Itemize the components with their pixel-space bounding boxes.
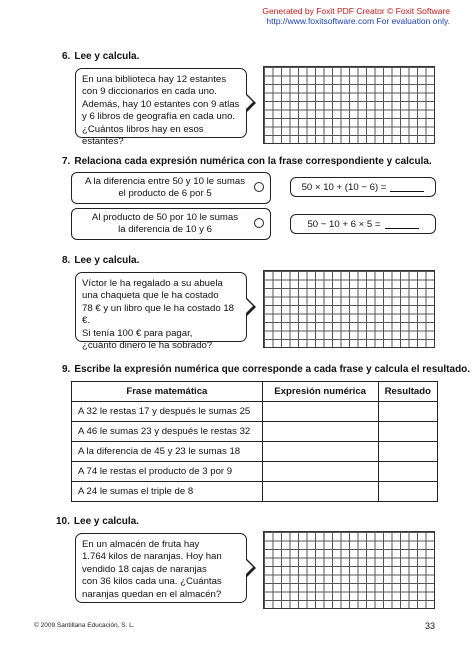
phrase-cell: A 46 le sumas 23 y después le restas 32 xyxy=(72,422,263,442)
table-row xyxy=(72,442,438,462)
expression-cell[interactable] xyxy=(262,402,378,422)
match-dot[interactable] xyxy=(254,182,264,192)
exercise-6-heading xyxy=(62,51,139,62)
problem-line: una chaqueta que le ha costado xyxy=(82,290,219,302)
table-row xyxy=(72,422,438,442)
copyright: © 2009 Santillana Educación, S. L. xyxy=(34,622,135,629)
exercise-9-heading xyxy=(62,364,470,375)
exercise-number: 7. xyxy=(62,156,71,167)
watermark-line2: http://www.foxitsoftware.com For evaluation only. xyxy=(266,16,450,26)
expression-text: 50 × 10 + (10 − 6) = xyxy=(301,181,387,193)
match-dot[interactable] xyxy=(254,218,264,228)
callout-arrow-fill xyxy=(246,95,253,109)
exercise-8-heading xyxy=(62,255,139,266)
answer-blank[interactable] xyxy=(390,182,424,192)
problem-line: ¿cuánto dinero le ha sobrado? xyxy=(82,340,213,352)
answer-blank[interactable] xyxy=(385,219,419,229)
column-header: Resultado xyxy=(378,382,437,402)
exercise-7-phrase-2 xyxy=(71,208,271,240)
problem-line: Además, hay 10 estantes con 9 atlas xyxy=(82,98,240,110)
exercise-10-heading xyxy=(56,516,139,527)
exercise-title: Lee y calcula. xyxy=(73,516,139,527)
problem-line: 1.764 kilos de naranjas. Hoy han xyxy=(82,551,222,563)
phrase-cell: A 24 le sumas el triple de 8 xyxy=(72,482,263,502)
column-header: Frase matemática xyxy=(72,382,263,402)
exercise-title: Escribe la expresión numérica que corresponde a cada frase y calcula el resultado. xyxy=(74,364,471,375)
exercise-10-answer-grid[interactable] xyxy=(263,531,435,609)
exercise-7-heading xyxy=(62,156,432,167)
result-cell[interactable] xyxy=(378,402,437,422)
problem-line: En una biblioteca hay 12 estantes xyxy=(82,74,227,85)
exercise-10-problem-box xyxy=(75,533,247,603)
problem-line: vendido 18 cajas de naranjas xyxy=(82,563,207,575)
watermark-line1: Generated by Foxit PDF Creator © Foxit Software xyxy=(262,6,450,16)
phrase-cell: A 32 le restas 17 y después le sumas 25 xyxy=(72,402,263,422)
result-cell[interactable] xyxy=(378,422,437,442)
exercise-number: 8. xyxy=(62,255,71,266)
phrase-line: Al producto de 50 por 10 le sumas xyxy=(91,212,239,223)
exercise-number: 6. xyxy=(62,51,71,62)
phrase-line: el producto de 6 por 5 xyxy=(118,187,212,199)
exercise-6-problem-box xyxy=(75,68,247,148)
exercise-title: Lee y calcula. xyxy=(74,255,140,266)
exercise-9-table xyxy=(71,381,438,502)
callout-arrow-fill xyxy=(246,560,253,574)
phrase-line: A la diferencia entre 50 y 10 le sumas xyxy=(85,176,245,187)
table-row xyxy=(72,402,438,422)
expression-cell[interactable] xyxy=(262,422,378,442)
exercise-7-expression-1[interactable] xyxy=(290,177,436,197)
phrase-cell: A 74 le restas el producto de 3 por 9 xyxy=(72,462,263,482)
problem-line: En un almacén de fruta hay xyxy=(82,539,200,550)
problem-line: con 9 diccionarios en cada uno. xyxy=(82,86,217,98)
result-cell[interactable] xyxy=(378,482,437,502)
phrase-cell: A la diferencia de 45 y 23 le sumas 18 xyxy=(72,442,263,462)
exercise-number: 10. xyxy=(56,516,70,527)
callout-arrow-fill xyxy=(246,299,253,313)
table-header-row xyxy=(72,382,438,402)
page-number: 33 xyxy=(425,621,436,631)
exercise-7-phrase-1 xyxy=(71,172,271,204)
exercise-number: 9. xyxy=(62,364,71,375)
exercise-title: Lee y calcula. xyxy=(74,51,140,62)
exercise-7-expression-2[interactable] xyxy=(290,214,436,234)
result-cell[interactable] xyxy=(378,442,437,462)
expression-cell[interactable] xyxy=(262,482,378,502)
result-cell[interactable] xyxy=(378,462,437,482)
problem-line: con 36 kilos cada una. ¿Cuántas xyxy=(82,576,222,588)
expression-text: 50 − 10 + 6 × 5 = xyxy=(307,218,381,230)
column-header: Expresión numérica xyxy=(262,382,378,402)
expression-cell[interactable] xyxy=(262,462,378,482)
watermark xyxy=(262,6,450,26)
table-row xyxy=(72,462,438,482)
problem-line: ¿Cuántos libros hay en esos estantes? xyxy=(82,123,204,148)
problem-line: 78 € y un libro que le ha costado 18 €. xyxy=(82,302,235,327)
problem-line: Si tenía 100 € para pagar, xyxy=(82,327,193,339)
problem-line: Víctor le ha regalado a su abuela xyxy=(82,278,223,289)
exercise-8-problem-box xyxy=(75,272,247,352)
expression-cell[interactable] xyxy=(262,442,378,462)
exercise-title: Relaciona cada expresión numérica con la frase correspondiente y calcula. xyxy=(74,156,432,167)
exercise-8-answer-grid[interactable] xyxy=(263,270,435,348)
problem-line: naranjas quedan en el almacén? xyxy=(82,588,222,600)
table-row xyxy=(72,482,438,502)
exercise-6-answer-grid[interactable] xyxy=(263,66,435,144)
problem-line: y 6 libros de geografía en cada uno. xyxy=(82,111,236,123)
phrase-line: la diferencia de 10 y 6 xyxy=(118,223,212,235)
